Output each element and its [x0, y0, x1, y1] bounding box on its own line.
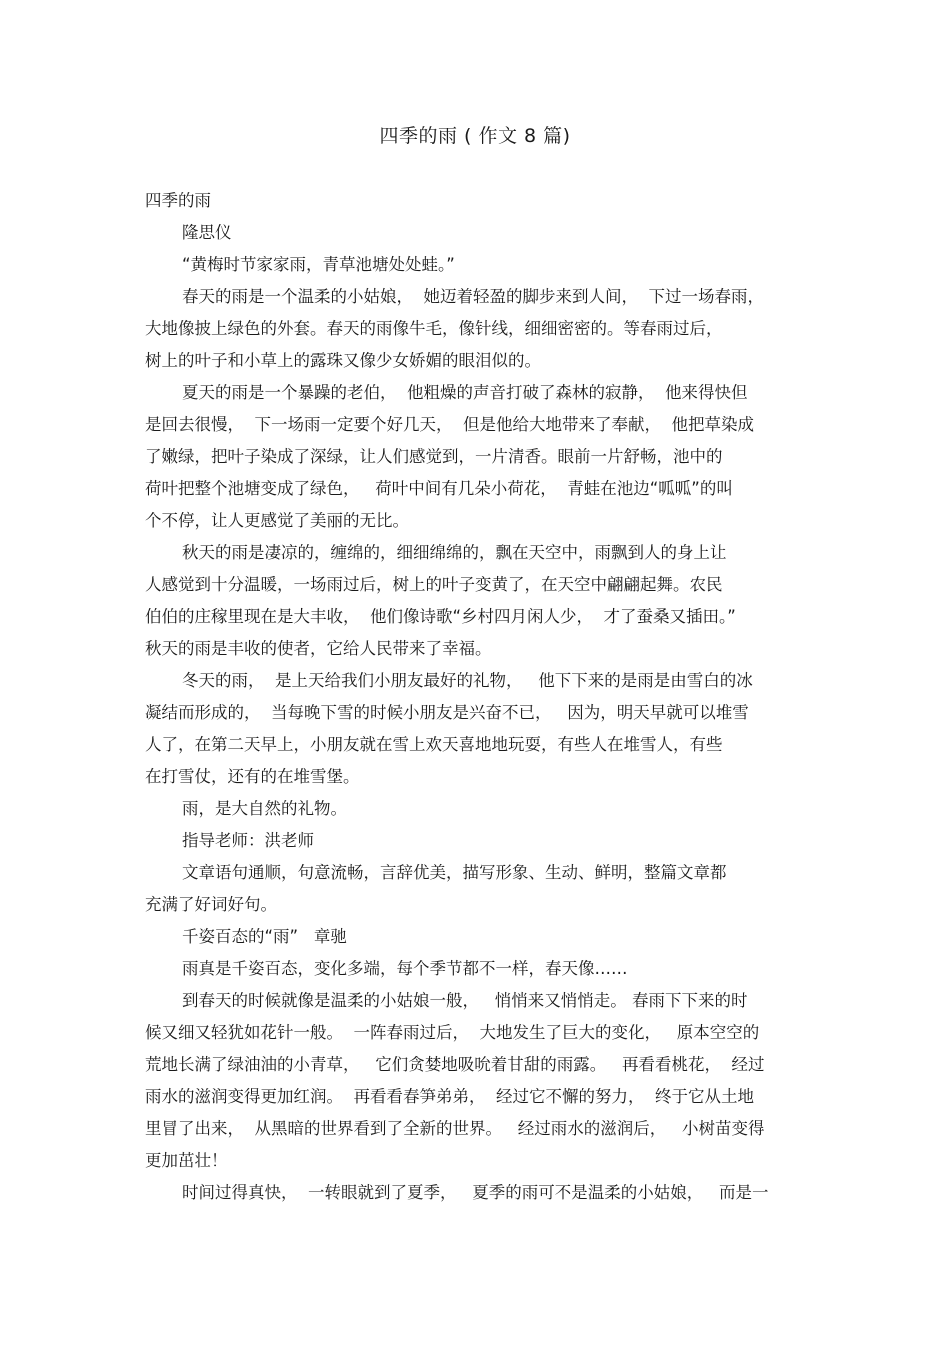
author-name: 隆思仪 — [182, 223, 232, 242]
text-line: 雨真是千姿百态，变化多端，每个季节都不一样，春天像…… — [182, 959, 628, 978]
comment-line: 充满了好词好句。 — [145, 895, 277, 914]
text-line: 大地像披上绿色的外套。春天的雨像牛毛，像针线，细细密密的。等春雨过后， — [145, 319, 723, 338]
text-line: 凝结而形成的， 当每晚下雪的时候小朋友是兴奋不已， 因为，明天早就可以堆雪 — [145, 703, 749, 722]
comment-line: 文章语句通顺，句意流畅，言辞优美，描写形象、生动、鲜明，整篇文章都 — [182, 863, 727, 882]
text-line: 雨，是大自然的礼物。 — [182, 799, 347, 818]
text-line: 候又细又轻犹如花针一般。 一阵春雨过后， 大地发生了巨大的变化， 原本空空的 — [145, 1023, 760, 1042]
epigraph-quote: “黄梅时节家家雨，青草池塘处处蛙。” — [182, 255, 455, 274]
text-line: 树上的叶子和小草上的露珠又像少女娇媚的眼泪似的。 — [145, 351, 541, 370]
text-line: 人感觉到十分温暖，一场雨过后，树上的叶子变黄了，在天空中翩翩起舞。农民 — [145, 575, 723, 594]
text-line: 里冒了出来， 从黑暗的世界看到了全新的世界。 经过雨水的滋润后， 小树苗变得 — [145, 1119, 765, 1138]
text-line: 伯伯的庄稼里现在是大丰收， 他们像诗歌“乡村四月闲人少， 才了蚕桑又插田。” — [145, 607, 736, 626]
text-line: 秋天的雨是凄凉的，缠绵的，细细绵绵的，飘在天空中，雨飘到人的身上让 — [182, 543, 727, 562]
text-line: 春天的雨是一个温柔的小姑娘， 她迈着轻盈的脚步来到人间， 下过一场春雨， — [182, 287, 764, 306]
text-line: 夏天的雨是一个暴躁的老伯， 他粗燥的声音打破了森林的寂静， 他来得快但 — [182, 383, 748, 402]
document-body — [145, 185, 810, 1209]
text-line: 时间过得真快， 一转眼就到了夏季， 夏季的雨可不是温柔的小姑娘， 而是一 — [182, 1183, 769, 1202]
text-line: 荒地长满了绿油油的小青草， 它们贪婪地吸吮着甘甜的雨露。 再看看桃花， 经过 — [145, 1055, 765, 1074]
text-line: 人了，在第二天早上，小朋友就在雪上欢天喜地地玩耍，有些人在堆雪人，有些 — [145, 735, 723, 754]
section-heading: 千姿百态的“雨” 章驰 — [182, 927, 347, 946]
document-title: 四季的雨 ( 作文 8 篇) — [379, 125, 571, 147]
teacher-line: 指导老师：洪老师 — [182, 831, 314, 850]
text-line: 荷叶把整个池塘变成了绿色， 荷叶中间有几朵小荷花， 青蛙在池边“呱呱”的叫 — [145, 479, 733, 498]
text-line: 个不停，让人更感觉了美丽的无比。 — [145, 511, 409, 530]
text-line: 更加茁壮！ — [145, 1151, 228, 1170]
text-line: 秋天的雨是丰收的使者，它给人民带来了幸福。 — [145, 639, 492, 658]
section-heading: 四季的雨 — [145, 191, 211, 210]
text-line: 了嫩绿，把叶子染成了深绿，让人们感觉到，一片清香。眼前一片舒畅，池中的 — [145, 447, 723, 466]
text-line: 到春天的时候就像是温柔的小姑娘一般， 悄悄来又悄悄走。 春雨下下来的时 — [182, 991, 748, 1010]
text-line: 是回去很慢， 下一场雨一定要个好几天， 但是他给大地带来了奉献， 他把草染成 — [145, 415, 754, 434]
text-line: 冬天的雨， 是上天给我们小朋友最好的礼物， 他下下来的是雨是由雪白的冰 — [182, 671, 753, 690]
text-line: 在打雪仗，还有的在堆雪堡。 — [145, 767, 360, 786]
text-line: 雨水的滋润变得更加红润。 再看看春笋弟弟， 经过它不懈的努力， 终于它从土地 — [145, 1087, 754, 1106]
